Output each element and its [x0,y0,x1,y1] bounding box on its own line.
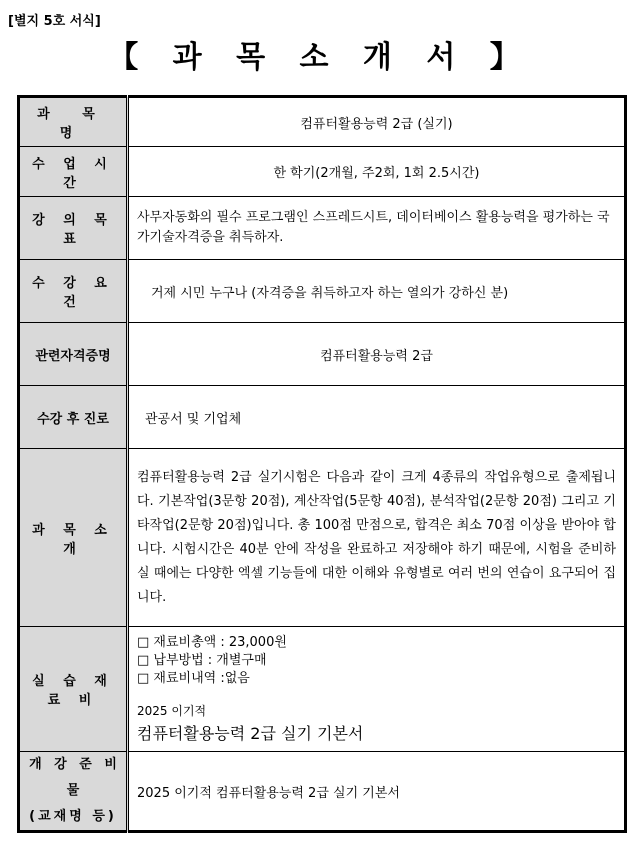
materials-checklist [137,634,616,688]
value-textbook: 2025 이기적 컴퓨터활용능력 2급 실기 기본서 [128,752,626,832]
value-introduction: 컴퓨터활용능력 2급 실기시험은 다음과 같이 크게 4종류의 작업유형으로 출제됩니다. 기본작업(3문항 20점), 계산작업(5문항 40점), 분석작업(2문항 20점) 그리고 기타작업(2문항 20점)입니다. 총 100점 만점으로, 합격은 최소 70점 이상을 받아야 합니다. 시험시간은 40분 안에 작성을 완료하고 저장해야 하기 때문에, 시험을 준비하실 때에는 다양한 엑셀 기능들에 대한 이해와 유형별로 여러 번의 연습이 요구되어 집니다. [128,449,626,627]
label-textbook-line2: (교재명 등) [29,809,117,824]
label-requirement: 수 강 요 건 [19,260,128,323]
row-subject-name [19,97,626,147]
row-textbook [19,752,626,832]
label-textbook-line1: 개 강 준 비 물 [29,757,121,798]
document-title: 【 과 목 소 개 서 】 [108,40,532,75]
label-class-time: 수 업 시 간 [19,147,128,197]
materials-item: □ 재료비총액 : 23,000원 [137,635,287,650]
row-certificate [19,323,626,386]
label-objective: 강 의 목 표 [19,197,128,260]
row-career [19,386,626,449]
row-materials [19,627,626,752]
label-certificate: 관련자격증명 [19,323,128,386]
label-materials: 실 습 재 료 비 [19,627,128,752]
value-requirement: 거제 시민 누구나 (자격증을 취득하고자 하는 열의가 강하신 분) [128,260,626,323]
book-title: 컴퓨터활용능력 2급 실기 기본서 [137,724,364,743]
materials-item: □ 재료비내역 :없음 [137,671,250,686]
form-number: [별지 5호 서식] [8,14,101,29]
course-info-table [17,95,627,833]
value-career: 관공서 및 기업체 [128,386,626,449]
row-requirement [19,260,626,323]
label-textbook [19,752,128,832]
row-class-time [19,147,626,197]
label-career: 수강 후 진로 [19,386,128,449]
value-materials [128,627,626,752]
row-objective [19,197,626,260]
label-introduction: 과 목 소 개 [19,449,128,627]
value-objective: 사무자동화의 필수 프로그램인 스프레드시트, 데이터베이스 활용능력을 평가하는 국가기술자격증을 취득하자. [128,197,626,260]
value-certificate: 컴퓨터활용능력 2급 [128,323,626,386]
materials-item: □ 납부방법 : 개별구매 [137,653,267,668]
row-introduction [19,449,626,627]
book-publisher: 2025 이기적 [137,704,207,718]
value-class-time: 한 학기(2개월, 주2회, 1회 2.5시간) [128,147,626,197]
value-subject-name: 컴퓨터활용능력 2급 (실기) [128,97,626,147]
label-subject-name: 과 목 명 [19,97,128,147]
